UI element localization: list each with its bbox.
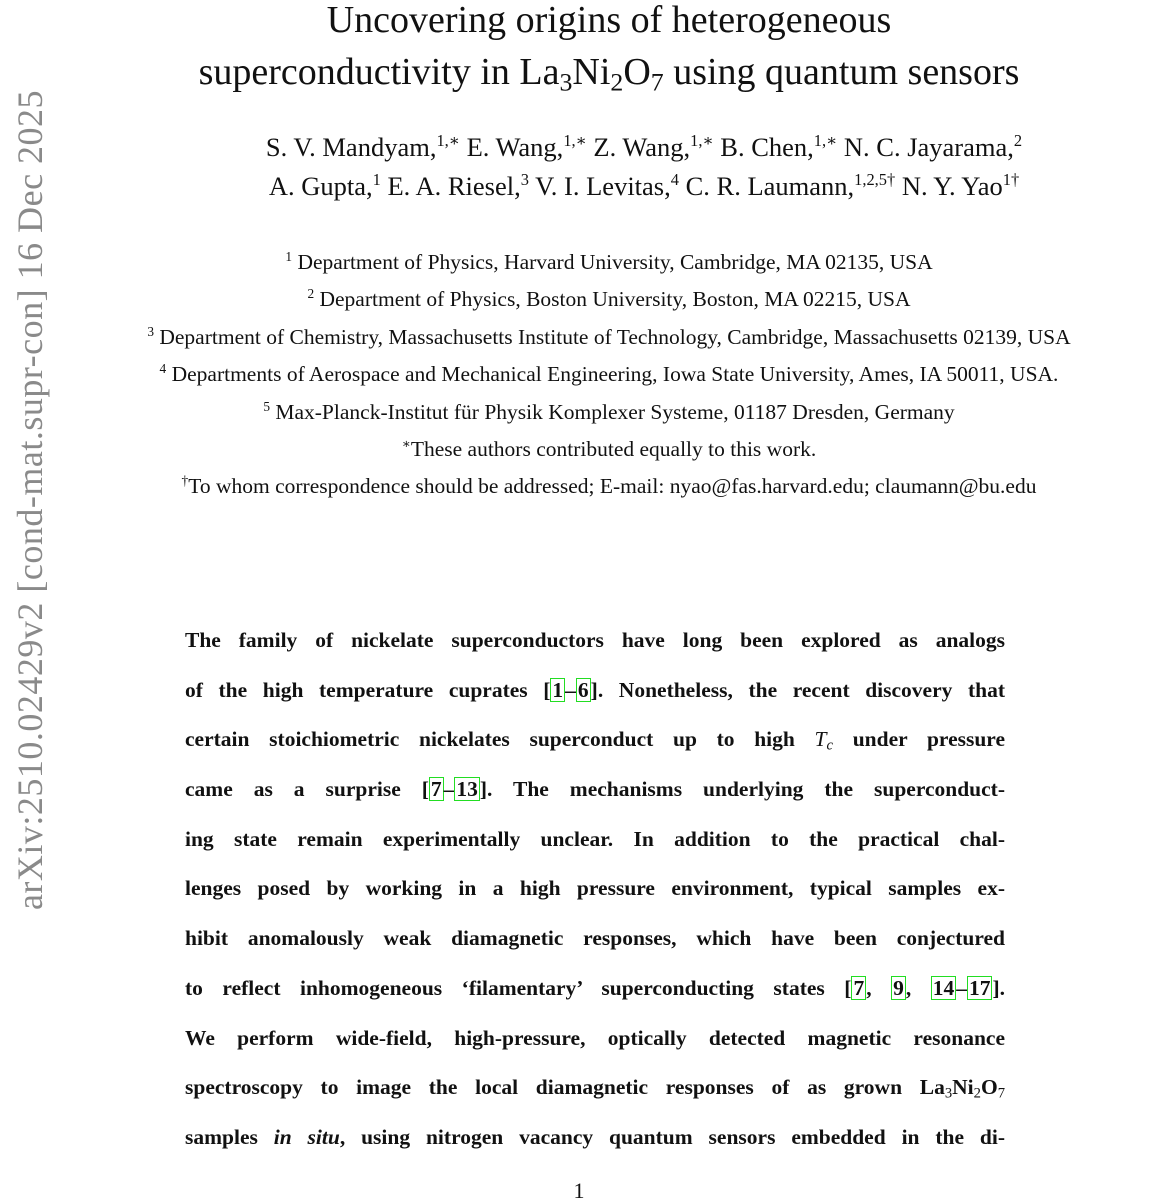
author-line-2: [130, 167, 1158, 206]
author: B. Chen,$^{1,∗}$: [713, 130, 838, 162]
citation-link[interactable]: 17: [968, 975, 991, 1000]
affiliation-3: $^3$ Department of Chemistry, Massachusetts Institute of Technology, Cambridge, Massachusetts 02139, USA: [147, 323, 1071, 349]
abstract-line: We perform wide-field, high-pressure, optically detected magnetic resonance: [185, 1025, 1005, 1050]
abstract-line: ing state remain experimentally unclear. In addition to the practical chal-: [185, 826, 1005, 851]
abstract-line: came as a surprise [7–13]. The mechanisms underlying the superconduct-: [185, 777, 1005, 802]
affiliation-list: [60, 244, 1158, 506]
arxiv-identifier: arXiv:2510.02429v2 [cond-mat.supr-con] 16 Dec 2025: [10, 89, 50, 911]
affiliation-2: $^2$ Department of Physics, Boston University, Boston, MA 02215, USA: [307, 286, 911, 312]
citation-link[interactable]: 7: [853, 975, 865, 1000]
abstract-line: spectroscopy to image the local diamagnetic responses of as grown $La_3Ni_2O_7$: [185, 1075, 1005, 1102]
citation-link[interactable]: 7: [430, 777, 442, 802]
author: V. I. Levitas,$^4$: [528, 169, 679, 201]
citation-link[interactable]: 9: [893, 975, 904, 1000]
abstract-line: to reflect inhomogeneous ‘filamentary’ superconducting states [7, 9, 14–17].: [185, 975, 1006, 1000]
author: Z. Wang,$^{1,∗}$: [586, 130, 714, 162]
abstract-line: hibit anomalously weak diamagnetic responses, which have been conjectured: [185, 926, 1005, 951]
abstract: [185, 616, 1005, 1163]
author-list: [130, 128, 1158, 206]
abstract-line: certain stoichiometric nickelates superconduct up to high $T_c$ under pressure: [185, 727, 1005, 755]
abstract-line: samples in situ, using nitrogen vacancy quantum sensors embedded in the di-: [185, 1124, 1006, 1149]
affiliation-4: $^4$ Departments of Aerospace and Mechanical Engineering, Iowa State University, Ames, IA 50011, USA.: [159, 360, 1059, 387]
arxiv-sidebar: [0, 0, 60, 1200]
abstract-line: of the high temperature cuprates [1–6]. Nonetheless, the recent discovery that: [185, 677, 1006, 702]
title-line-2: superconductivity in $La_3Ni_2O_7$ using quantum sensors: [198, 51, 1020, 97]
author: E. A. Riesel,$^3$: [380, 169, 529, 201]
tc-symbol: $T_c$: [814, 727, 833, 755]
title-line-1: Uncovering origins of heterogeneous: [326, 0, 892, 41]
author: E. Wang,$^{1,∗}$: [459, 130, 587, 162]
abstract-line: lenges posed by working in a high pressure environment, typical samples ex-: [185, 876, 1005, 901]
affiliation-5: $^5$ Max-Planck-Institut für Physik Komplexer Systeme, 01187 Dresden, Germany: [263, 398, 955, 424]
author: S. V. Mandyam,$^{1,∗}$: [265, 130, 460, 162]
abstract-line: The family of nickelate superconductors have long been explored as analogs: [185, 628, 1005, 652]
author: C. R. Laumann,$^{1,2,5\dagger}$: [678, 169, 896, 201]
author: N. C. Jayarama,$^2$: [837, 130, 1023, 162]
equal-contribution-note: ∗These authors contributed equally to this work.: [401, 435, 817, 462]
citation-link[interactable]: 13: [456, 777, 478, 802]
correspondence-note: †To whom correspondence should be addressed; E-mail: nyao@fas.harvard.edu; claumann@bu.edu: [181, 473, 1037, 499]
author: N. Y. Yao$^{1\dagger}$: [895, 169, 1020, 201]
author: A. Gupta,$^1$: [268, 169, 381, 201]
citation-link[interactable]: 14: [932, 975, 955, 1000]
paper-title: [60, 0, 1158, 98]
citation-link[interactable]: 6: [577, 677, 589, 702]
page-number: 1: [573, 1178, 585, 1203]
in-situ-emphasis: in situ: [273, 1124, 340, 1149]
author-line-1: [130, 128, 1158, 167]
citation-link[interactable]: 1: [552, 677, 564, 702]
affiliation-1: $^1$ Department of Physics, Harvard University, Cambridge, MA 02135, USA: [285, 248, 933, 274]
